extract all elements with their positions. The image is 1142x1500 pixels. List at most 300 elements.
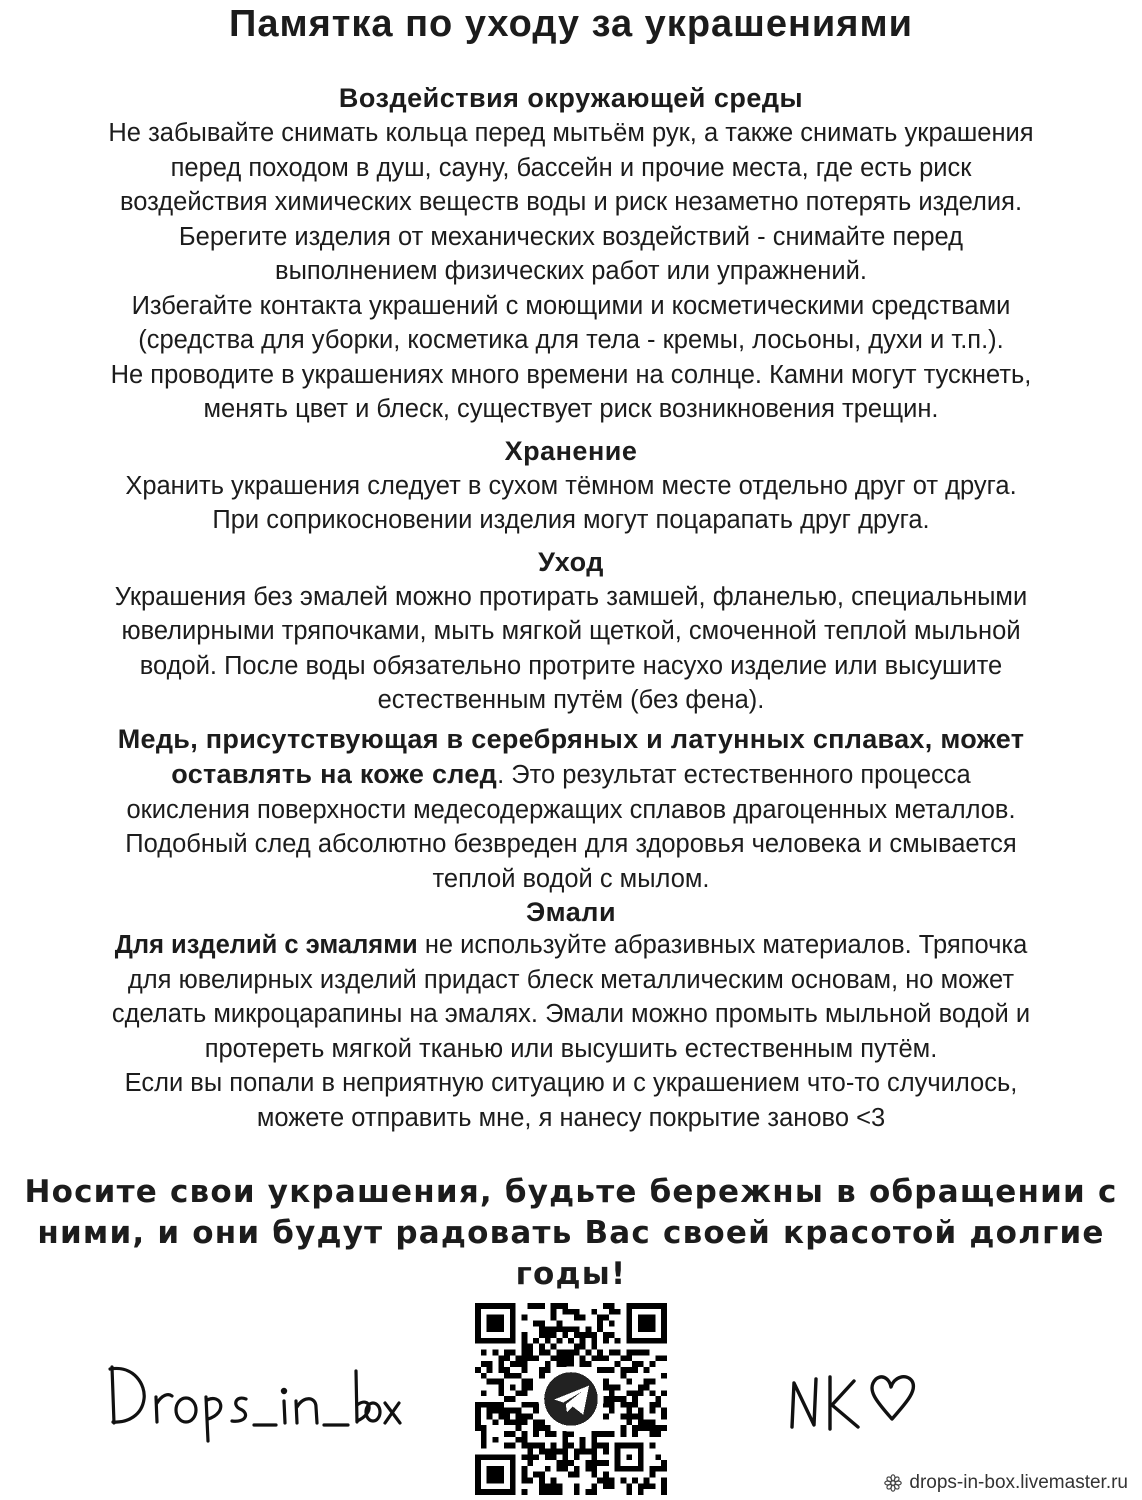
qr-module (545, 1454, 551, 1460)
qr-module (586, 1350, 592, 1356)
qr-module (597, 1431, 603, 1437)
qr-module (597, 1443, 603, 1449)
qr-module (487, 1379, 493, 1385)
qr-module (533, 1338, 539, 1344)
qr-module (615, 1350, 621, 1356)
storage-line: При соприкосновении изделия могут поцарапать друг друга. (212, 506, 930, 534)
qr-module (481, 1431, 487, 1437)
qr-module (510, 1419, 516, 1425)
qr-module (568, 1443, 574, 1449)
qr-module (609, 1402, 615, 1408)
qr-module (510, 1443, 516, 1449)
qr-module (644, 1367, 650, 1373)
qr-module (574, 1350, 580, 1356)
qr-module (562, 1309, 568, 1315)
qr-module (632, 1402, 638, 1408)
qr-module (644, 1419, 650, 1425)
qr-module (655, 1454, 661, 1460)
qr-module (638, 1361, 644, 1367)
qr-module (591, 1431, 597, 1437)
care-line: естественным путём (без фена). (377, 686, 765, 714)
qr-module (539, 1320, 545, 1326)
qr-module (522, 1402, 528, 1408)
qr-module (568, 1326, 574, 1332)
qr-module (527, 1478, 533, 1484)
environment-line: Берегите изделия от механических воздействий - снимайте перед (178, 222, 964, 251)
qr-module (638, 1350, 644, 1356)
qr-module (609, 1332, 615, 1338)
qr-module (591, 1437, 597, 1443)
qr-module (603, 1472, 609, 1478)
section-heading-storage: Хранение (504, 435, 638, 466)
qr-module (650, 1361, 656, 1367)
qr-module (516, 1408, 522, 1414)
qr-module (574, 1309, 580, 1315)
copper-line: окисления поверхности медесодержащих сплавов драгоценных металлов. (126, 795, 1016, 824)
qr-module (475, 1425, 481, 1431)
qr-module (504, 1396, 510, 1402)
qr-module (562, 1466, 568, 1472)
qr-module (562, 1303, 568, 1309)
qr-module (504, 1408, 510, 1414)
qr-module (609, 1303, 615, 1309)
qr-module (533, 1408, 539, 1414)
qr-module (498, 1367, 504, 1373)
qr-module (522, 1355, 528, 1361)
qr-module (661, 1466, 667, 1472)
qr-module (603, 1414, 609, 1420)
qr-module (650, 1408, 656, 1414)
qr-module (603, 1460, 609, 1466)
environment-line: перед походом в душ, сауну, бассейн и прочие места, где есть риск (170, 153, 972, 182)
qr-module (626, 1367, 632, 1373)
qr-module (603, 1443, 609, 1449)
qr-module (533, 1402, 539, 1408)
qr-module (603, 1396, 609, 1402)
qr-module (626, 1483, 632, 1489)
qr-module (620, 1414, 626, 1420)
qr-module (597, 1350, 603, 1356)
qr-module (522, 1344, 528, 1350)
care-line: Украшения без эмалей можно протирать замшей, фланелью, специальными (114, 582, 1028, 611)
qr-module (539, 1483, 545, 1489)
qr-module (655, 1466, 661, 1472)
qr-module (650, 1402, 656, 1408)
qr-module (591, 1355, 597, 1361)
qr-module (597, 1460, 603, 1466)
qr-module (504, 1367, 510, 1373)
qr-module (603, 1315, 609, 1321)
qr-module (522, 1338, 528, 1344)
closing-line: годы! (515, 1256, 627, 1292)
qr-module (562, 1431, 568, 1437)
qr-module (522, 1414, 528, 1420)
environment-line: Избегайте контакта украшений с моющими и косметическими средствами (131, 291, 1011, 320)
qr-module (498, 1414, 504, 1420)
qr-module (562, 1361, 568, 1367)
qr-module (556, 1460, 562, 1466)
qr-module (522, 1367, 528, 1373)
qr-module (556, 1483, 562, 1489)
qr-module (655, 1355, 661, 1361)
qr-module (481, 1402, 487, 1408)
qr-module (609, 1320, 615, 1326)
qr-module (475, 1408, 481, 1414)
qr-module (556, 1320, 562, 1326)
qr-module (487, 1402, 493, 1408)
qr-module (574, 1315, 580, 1321)
qr-module (516, 1437, 522, 1443)
qr-module (504, 1350, 510, 1356)
qr-module (586, 1361, 592, 1367)
environment-line: (средства для уборки, косметика для тела - кремы, лосьоны, духи и т.п.). (138, 326, 1004, 354)
qr-module (481, 1425, 487, 1431)
qr-module (597, 1320, 603, 1326)
qr-module (504, 1414, 510, 1420)
qr-module (574, 1332, 580, 1338)
qr-module (545, 1448, 551, 1454)
qr-module (533, 1431, 539, 1437)
qr-module (661, 1390, 667, 1396)
qr-module (516, 1425, 522, 1431)
qr-module (644, 1425, 650, 1431)
qr-module (522, 1454, 528, 1460)
qr-module (574, 1344, 580, 1350)
qr-module (615, 1384, 621, 1390)
qr-module (510, 1361, 516, 1367)
qr-module (603, 1483, 609, 1489)
qr-module (661, 1460, 667, 1466)
qr-module (655, 1425, 661, 1431)
qr-module (516, 1419, 522, 1425)
copper-warning-text: . Это результат естественного процесса (497, 761, 971, 789)
qr-module (620, 1431, 626, 1437)
qr-module (539, 1344, 545, 1350)
qr-module (620, 1402, 626, 1408)
copper-warning-line (4, 722, 1138, 758)
qr-module (661, 1478, 667, 1484)
qr-module (632, 1367, 638, 1373)
closing-message (20, 1172, 1122, 1295)
qr-module (580, 1344, 586, 1350)
qr-module (562, 1326, 568, 1332)
qr-module (609, 1478, 615, 1484)
qr-module (574, 1489, 580, 1495)
qr-module (522, 1437, 528, 1443)
enamel-line: Если вы попали в неприятную ситуацию и с украшением что-то случилось, (124, 1069, 1018, 1097)
qr-module (655, 1396, 661, 1402)
qr-module (591, 1489, 597, 1495)
qr-module (597, 1355, 603, 1361)
qr-module (586, 1448, 592, 1454)
qr-module (574, 1472, 580, 1478)
qr-alignment-pattern (615, 1443, 644, 1472)
qr-module (492, 1437, 498, 1443)
qr-module (597, 1315, 603, 1321)
qr-finder-top-left (475, 1303, 516, 1344)
qr-module (603, 1338, 609, 1344)
qr-module (551, 1344, 557, 1350)
environment-line: воздействия химических веществ воды и риск незаметно потерять изделия. (119, 188, 1023, 216)
qr-module (603, 1384, 609, 1390)
qr-module (603, 1402, 609, 1408)
qr-module (516, 1361, 522, 1367)
qr-module (556, 1361, 562, 1367)
qr-module (615, 1309, 621, 1315)
qr-module (487, 1361, 493, 1367)
qr-module (661, 1483, 667, 1489)
qr-module (626, 1489, 632, 1495)
qr-module (626, 1402, 632, 1408)
qr-module (545, 1350, 551, 1356)
qr-module (516, 1390, 522, 1396)
qr-module (655, 1402, 661, 1408)
qr-module (638, 1419, 644, 1425)
enamel-line (4, 928, 1138, 963)
qr-module (609, 1396, 615, 1402)
copper-warning-bold: Медь, присутствующая в серебряных и латунных сплавах, может (117, 723, 1025, 754)
qr-module (661, 1414, 667, 1420)
qr-module (539, 1489, 545, 1495)
section-heading-environment: Воздействия окружающей среды (338, 83, 804, 113)
qr-module (527, 1454, 533, 1460)
qr-module (481, 1373, 487, 1379)
qr-module (580, 1315, 586, 1321)
qr-module (562, 1448, 568, 1454)
qr-module (626, 1350, 632, 1356)
qr-module (533, 1303, 539, 1309)
qr-module (556, 1466, 562, 1472)
qr-module (580, 1437, 586, 1443)
qr-module (574, 1466, 580, 1472)
qr-module (504, 1431, 510, 1437)
qr-module (650, 1419, 656, 1425)
qr-module (527, 1384, 533, 1390)
copper-warning-line (4, 757, 1138, 793)
qr-module (539, 1326, 545, 1332)
environment-line: менять цвет и блеск, существует риск возникновения трещин. (203, 395, 939, 423)
qr-module (568, 1472, 574, 1478)
qr-module (498, 1390, 504, 1396)
qr-module (545, 1466, 551, 1472)
qr-module (522, 1419, 528, 1425)
qr-module (580, 1443, 586, 1449)
qr-module (603, 1478, 609, 1484)
qr-module (603, 1303, 609, 1309)
qr-module (620, 1425, 626, 1431)
qr-module (591, 1332, 597, 1338)
qr-module (609, 1350, 615, 1356)
enamel-bold-lead: Для изделий с эмалями (114, 931, 418, 959)
qr-module (632, 1361, 638, 1367)
qr-code[interactable] (475, 1303, 667, 1495)
qr-module (591, 1338, 597, 1344)
copper-line: теплой водой с мылом. (432, 864, 710, 893)
qr-module (632, 1396, 638, 1402)
handwritten-signature-drops-in-box (104, 1355, 404, 1445)
qr-module (481, 1443, 487, 1449)
qr-finder-top-right (626, 1303, 667, 1344)
memo-content (4, 80, 1138, 1135)
qr-module (498, 1361, 504, 1367)
qr-module (475, 1402, 481, 1408)
qr-module (562, 1443, 568, 1449)
qr-module (661, 1373, 667, 1379)
qr-module (545, 1361, 551, 1367)
qr-module (527, 1448, 533, 1454)
qr-module (638, 1425, 644, 1431)
qr-module (591, 1483, 597, 1489)
qr-module (533, 1454, 539, 1460)
qr-module (539, 1303, 545, 1309)
qr-module (522, 1478, 528, 1484)
qr-module (492, 1419, 498, 1425)
qr-module (591, 1466, 597, 1472)
qr-module (650, 1483, 656, 1489)
qr-module (568, 1355, 574, 1361)
qr-module (551, 1489, 557, 1495)
qr-module (609, 1367, 615, 1373)
qr-module (539, 1448, 545, 1454)
qr-module (609, 1483, 615, 1489)
qr-module (574, 1326, 580, 1332)
qr-module (510, 1396, 516, 1402)
qr-module (620, 1355, 626, 1361)
qr-module (527, 1355, 533, 1361)
qr-module (586, 1460, 592, 1466)
qr-module (556, 1355, 562, 1361)
qr-module (632, 1478, 638, 1484)
section-heading-care: Уход (538, 546, 604, 577)
qr-module (615, 1338, 621, 1344)
qr-module (650, 1466, 656, 1472)
qr-module (632, 1350, 638, 1356)
qr-module (655, 1431, 661, 1437)
qr-module (492, 1379, 498, 1385)
qr-module (568, 1460, 574, 1466)
qr-module (603, 1355, 609, 1361)
qr-module (626, 1414, 632, 1420)
qr-module (551, 1454, 557, 1460)
qr-module (644, 1483, 650, 1489)
qr-module (539, 1472, 545, 1478)
qr-module (650, 1425, 656, 1431)
copper-line: Подобный след абсолютно безвреден для здоровья человека и смывается (125, 830, 1017, 858)
livemaster-flower-icon (883, 1473, 903, 1493)
footer-url[interactable]: drops-in-box.livemaster.ru (909, 1472, 1128, 1493)
qr-module (556, 1350, 562, 1356)
qr-module (568, 1361, 574, 1367)
qr-module (562, 1454, 568, 1460)
qr-module (522, 1472, 528, 1478)
qr-module (504, 1443, 510, 1449)
qr-module (615, 1396, 621, 1402)
qr-module (539, 1367, 545, 1373)
qr-module (545, 1489, 551, 1495)
qr-module (620, 1478, 626, 1484)
qr-module (498, 1402, 504, 1408)
page-title: Памятка по уходу за украшениями (229, 3, 913, 45)
qr-module (603, 1448, 609, 1454)
qr-module (539, 1373, 545, 1379)
qr-module (551, 1478, 557, 1484)
qr-module (551, 1355, 557, 1361)
qr-module (556, 1326, 562, 1332)
qr-module (609, 1431, 615, 1437)
qr-module (586, 1326, 592, 1332)
qr-module (620, 1367, 626, 1373)
closing-line: ними, и они будут радовать Вас своей красотой долгие (37, 1215, 1105, 1251)
qr-module (533, 1425, 539, 1431)
qr-module (650, 1379, 656, 1385)
qr-module (638, 1384, 644, 1390)
qr-module (522, 1466, 528, 1472)
qr-module (661, 1355, 667, 1361)
environment-line: Не забывайте снимать кольца перед мытьём рук, а также снимать украшения (108, 119, 1034, 147)
enamel-text: не используйте абразивных материалов. Тряпочка (417, 931, 1028, 959)
qr-module (527, 1460, 533, 1466)
qr-module (551, 1443, 557, 1449)
qr-module (516, 1355, 522, 1361)
qr-module (644, 1379, 650, 1385)
qr-module (597, 1326, 603, 1332)
qr-module (533, 1472, 539, 1478)
qr-module (620, 1373, 626, 1379)
qr-module (580, 1355, 586, 1361)
copper-warning-bold: оставлять на коже след (171, 759, 498, 789)
footer-site[interactable] (883, 1470, 1128, 1496)
enamel-line: для ювелирных изделий придаст блеск металлическим основам, но может (127, 965, 1015, 994)
qr-module (522, 1332, 528, 1338)
qr-module (533, 1355, 539, 1361)
qr-module (650, 1431, 656, 1437)
enamel-line: сделать микроцарапины на эмалях. Эмали можно промыть мыльной водой и (111, 1000, 1031, 1028)
handwritten-signature-nk (780, 1355, 930, 1445)
qr-module (574, 1454, 580, 1460)
qr-module (568, 1338, 574, 1344)
qr-module (626, 1390, 632, 1396)
qr-module (475, 1367, 481, 1373)
qr-module (626, 1419, 632, 1425)
qr-module (533, 1419, 539, 1425)
qr-module (586, 1489, 592, 1495)
qr-module (644, 1384, 650, 1390)
qr-module (551, 1315, 557, 1321)
qr-module (556, 1303, 562, 1309)
qr-module (545, 1332, 551, 1338)
qr-module (545, 1425, 551, 1431)
qr-module (498, 1384, 504, 1390)
qr-module (574, 1448, 580, 1454)
qr-module (510, 1350, 516, 1356)
qr-module (522, 1361, 528, 1367)
qr-module (539, 1443, 545, 1449)
qr-module (580, 1338, 586, 1344)
care-line: водой. После воды обязательно протрите насухо изделие или высушите (139, 651, 1003, 680)
environment-line: выполнением физических работ или упражнений. (275, 257, 867, 285)
qr-module (591, 1443, 597, 1449)
environment-line: Не проводите в украшениях много времени на солнце. Камни могут тускнеть, (110, 360, 1032, 389)
qr-module (580, 1448, 586, 1454)
qr-module (545, 1326, 551, 1332)
qr-module (481, 1350, 487, 1356)
qr-module (487, 1414, 493, 1420)
qr-module (626, 1408, 632, 1414)
closing-line: Носите свои украшения, будьте бережны в обращении с (24, 1174, 1118, 1210)
qr-module (504, 1419, 510, 1425)
qr-module (498, 1408, 504, 1414)
qr-module (650, 1390, 656, 1396)
